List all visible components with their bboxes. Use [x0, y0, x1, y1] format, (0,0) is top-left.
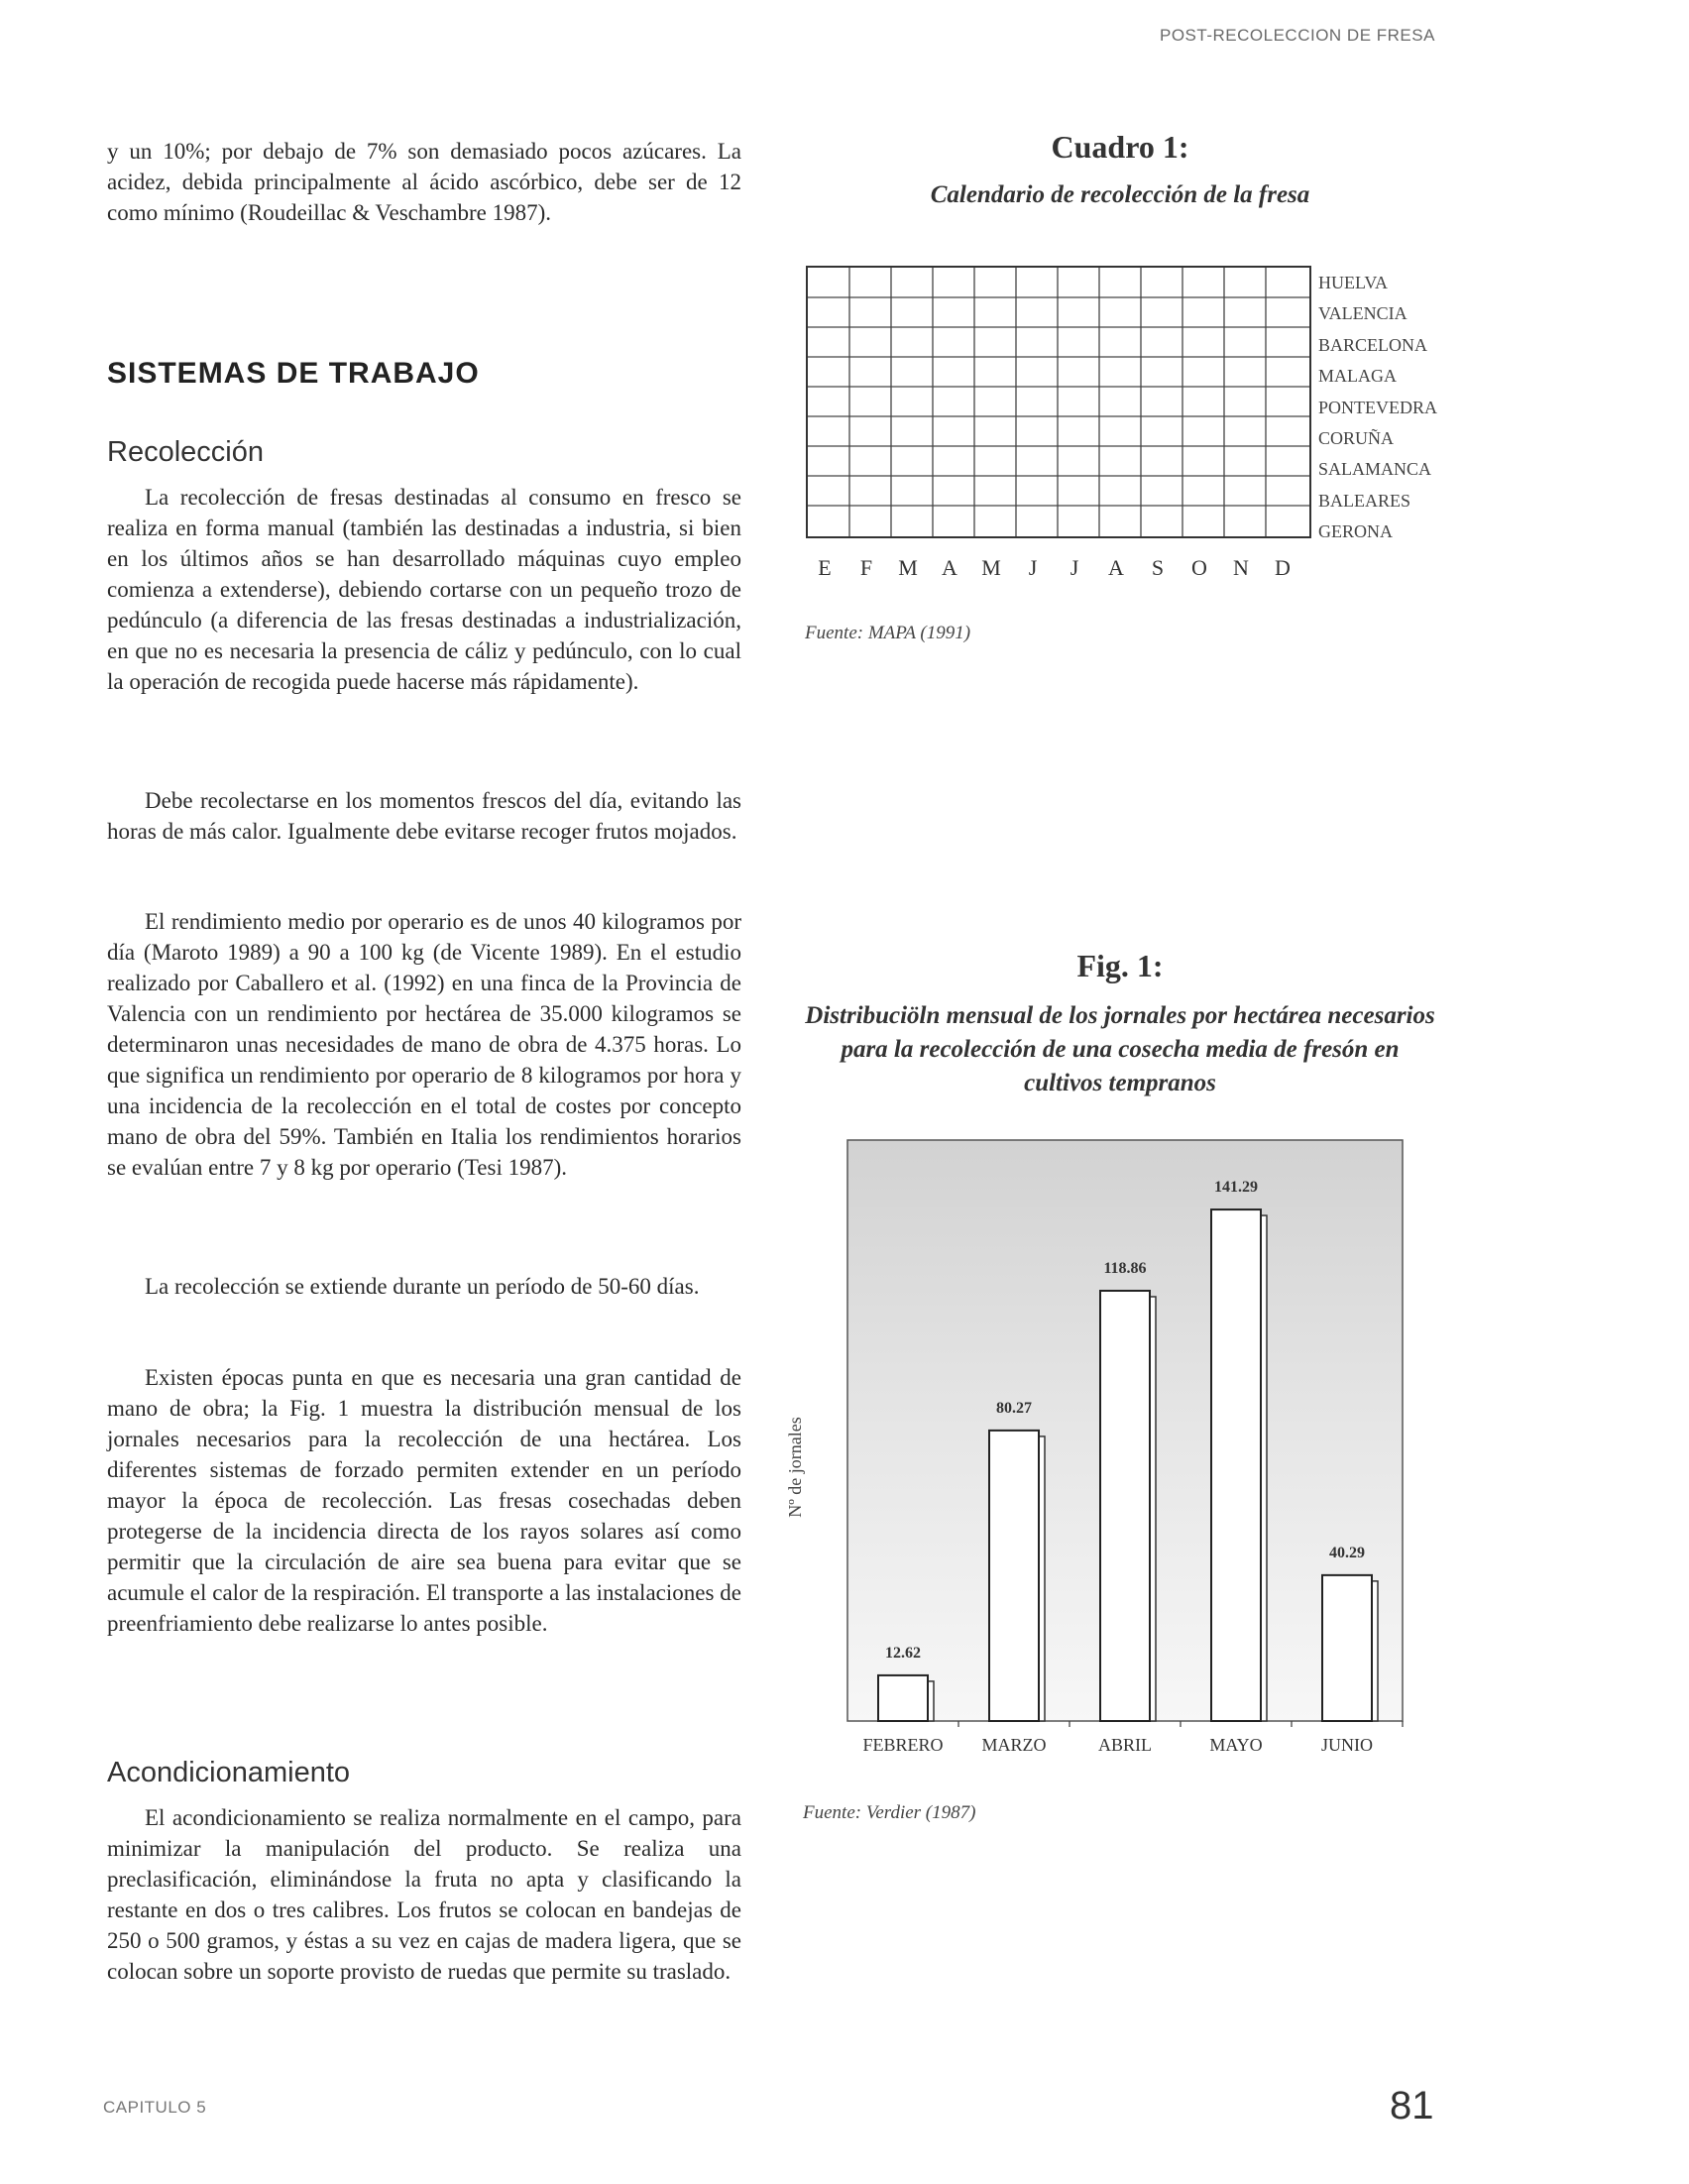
month-label: N — [1233, 555, 1249, 580]
month-label: A — [1108, 555, 1124, 580]
month-label: D — [1275, 555, 1291, 580]
month-label: M — [898, 555, 918, 580]
region-label: HUELVA — [1318, 273, 1389, 292]
month-label: E — [818, 555, 832, 580]
x-tick-label: FEBRERO — [862, 1735, 944, 1755]
x-tick-label: MARZO — [981, 1735, 1047, 1755]
cuadro-title: Cuadro 1: — [1051, 129, 1189, 165]
paragraph-5: Existen épocas punta en que es necesaria una gran cantidad de mano de obra; la Fig. 1 muestra la distribución mensual de los jornales necesarios para la recolección de una hectárea. Los diferentes sistemas de forzado permiten extender en un período mayor la época de recolección. Las fresas cosechadas deben protegerse de la incidencia directa de los rayos solares así como permitir que la circulación de aire sea buena para evitar que se acumule el calor de la respiración. El transporte a las instalaciones de preenfriamiento debe realizarse lo antes posible. — [107, 1365, 741, 1636]
running-head: POST-RECOLECCION DE FRESA — [1160, 26, 1435, 45]
section-title: SISTEMAS DE TRABAJO — [107, 357, 480, 390]
region-label: VALENCIA — [1318, 303, 1408, 324]
month-label: O — [1191, 555, 1207, 580]
data-label: 118.86 — [1103, 1259, 1147, 1277]
region-label: MALAGA — [1318, 366, 1397, 387]
region-label: CORUÑA — [1318, 428, 1395, 449]
cuadro-source: Fuente: MAPA (1991) — [805, 623, 971, 643]
subheading-acondicionamiento: Acondicionamiento — [107, 1757, 351, 1788]
paragraph-4-block — [107, 1271, 741, 1302]
recoleccion-block — [107, 482, 741, 697]
y-axis-label: Nº de jornales — [785, 1417, 805, 1518]
data-label: 80.27 — [996, 1399, 1032, 1417]
month-label: S — [1151, 555, 1165, 580]
subheading-recoleccion: Recolección — [107, 436, 264, 468]
data-label: 40.29 — [1329, 1544, 1365, 1561]
figure-caption: Distribuciöln mensual de los jornales por hectárea necesarios para la recolección de una cosecha media de fresón en cultivos tempranos — [805, 1002, 1435, 1096]
region-label: SALAMANCA — [1318, 459, 1432, 480]
month-label: J — [1070, 555, 1079, 580]
x-tick-label: JUNIO — [1321, 1735, 1373, 1755]
x-tick-label: ABRIL — [1098, 1735, 1152, 1755]
bar-abril — [1100, 1291, 1150, 1721]
bar-junio — [1322, 1575, 1372, 1721]
paragraph-6-block — [107, 1802, 741, 1987]
bar-marzo — [989, 1431, 1039, 1721]
paragraph-2: Debe recolectarse en los momentos frescos del día, evitando las horas de más calor. Igualmente debe evitarse recoger frutos mojados. — [107, 788, 741, 844]
paragraph-1: La recolección de fresas destinadas al consumo en fresco se realiza en forma manual (también las destinadas a industria, si bien en los últimos años se han desarrollado máquinas cuyo empleo comienza a extenderse), debiendo cortarse con un pequeño trozo de pedúnculo (a diferencia de las fresas destinadas a industrialización, en que no es necesaria la presencia de cáliz y pedúnculo, con lo cual la operación de recogida puede hacerse más rápidamente). — [107, 485, 741, 694]
calendar-grid — [806, 266, 1311, 538]
x-tick-label: MAYO — [1209, 1735, 1263, 1755]
bar-mayo — [1211, 1209, 1261, 1721]
paragraph-3-block — [107, 906, 741, 1183]
intro-paragraph-block — [107, 136, 741, 228]
paragraph-4: La recolección se extiende durante un período de 50-60 días. — [145, 1274, 700, 1299]
data-label: 12.62 — [885, 1644, 921, 1662]
month-label: M — [981, 555, 1001, 580]
month-label: A — [942, 555, 957, 580]
region-label: BARCELONA — [1318, 334, 1428, 355]
region-label: GERONA — [1318, 521, 1393, 542]
paragraph-3: El rendimiento medio por operario es de unos 40 kilogramos por día (Maroto 1989) a 90 a 100 kg (de Vicente 1989). En el estudio realizado por Caballero et al. (1992) en una finca de la Provincia de Valencia con un rendimiento por hectárea de 35.000 kilogramos se determinaron unas necesidades de mano de obra de 4.375 horas. Lo que significa un rendimiento por operario de 8 kilogramos por hora y una incidencia de la recolección en el total de costes por concepto mano de obra del 59%. También en Italia los rendimientos horarios se evalúan entre 7 y 8 kg por operario (Tesi 1987). — [107, 909, 741, 1180]
calendar-legend — [1318, 268, 1437, 548]
paragraph-2-block — [107, 785, 741, 847]
region-label: PONTEVEDRA — [1318, 397, 1437, 417]
figure-title: Fig. 1: — [1076, 948, 1164, 983]
chapter-label: CAPITULO 5 — [103, 2098, 207, 2117]
bar-chart — [783, 1130, 1417, 1765]
paragraph-5-block — [107, 1362, 741, 1639]
region-label: BALEARES — [1318, 490, 1411, 511]
cuadro-caption: Calendario de recolección de la fresa — [930, 181, 1310, 208]
page-number: 81 — [1390, 2084, 1434, 2127]
intro-paragraph: y un 10%; por debajo de 7% son demasiado pocos azúcares. La acidez, debida principalmente al ácido ascórbico, debe ser de 12 como mínimo (Roudeillac & Veschambre 1987). — [107, 139, 741, 225]
bar-febrero — [878, 1675, 928, 1721]
calendar-grid-lines — [808, 268, 1309, 536]
paragraph-6: El acondicionamiento se realiza normalmente en el campo, para minimizar la manipulación del producto. Se realiza una preclasificación, eliminándose la fruta no apta y clasificando la restante en dos o tres calibres. Los frutos se colocan en bandejas de 250 o 500 gramos, y éstas a su vez en cajas de madera ligera, que se colocan sobre un soporte provisto de ruedas que permite su traslado. — [107, 1805, 741, 1984]
month-label: J — [1028, 555, 1038, 580]
month-label: F — [859, 555, 873, 580]
data-label: 141.29 — [1214, 1179, 1258, 1197]
figure-source: Fuente: Verdier (1987) — [803, 1802, 976, 1823]
